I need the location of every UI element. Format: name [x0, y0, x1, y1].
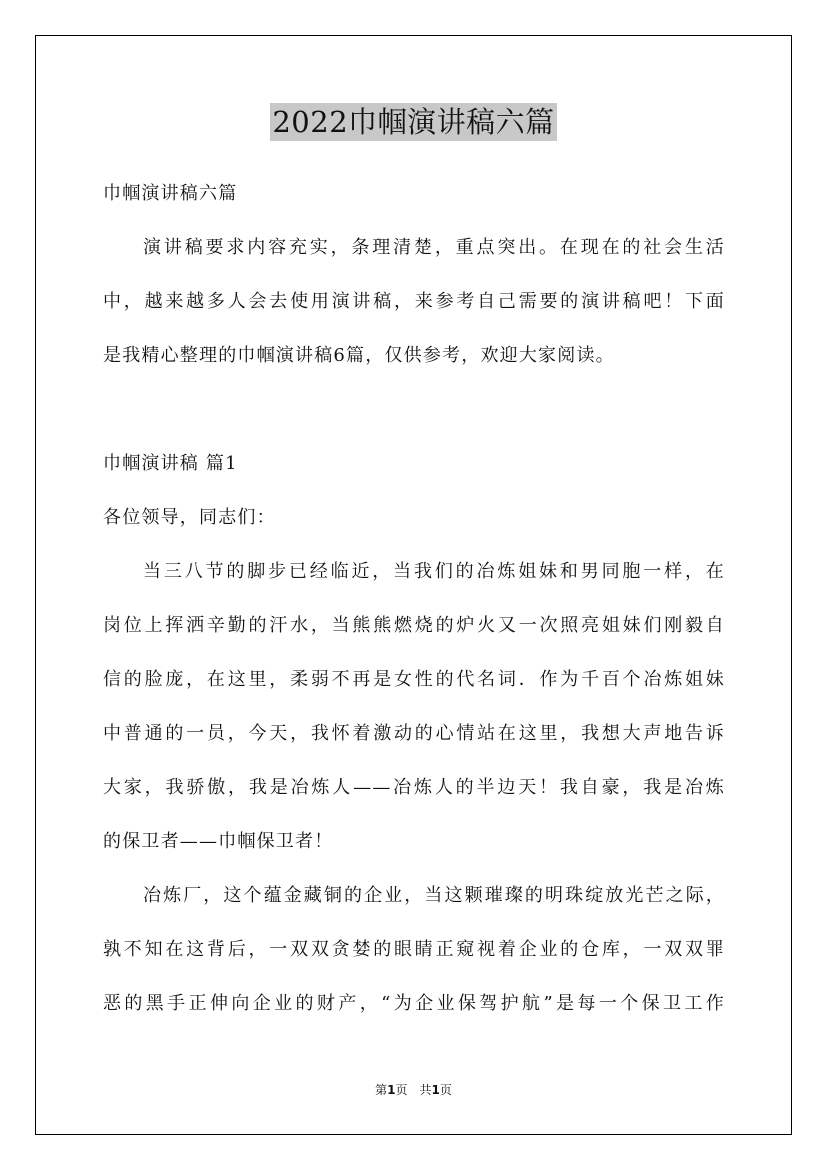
- body-line-2: 岗位上挥洒辛勤的汗水，当熊熊燃烧的炉火又一次照亮姐妹们刚毅自: [103, 615, 725, 636]
- section-heading: 巾帼演讲稿 篇1: [103, 453, 238, 474]
- body-line-7: 冶炼厂，这个蕴金藏铜的企业，当这颗璀璨的明珠绽放光芒之际，: [143, 885, 725, 906]
- body-line-3: 信的脸庞，在这里，柔弱不再是女性的代名词．作为千百个冶炼姐妹: [103, 669, 725, 690]
- salutation-line: 各位领导，同志们：: [103, 507, 276, 528]
- body-line-5: 大家，我骄傲，我是冶炼人——冶炼人的半边天！我自豪，我是冶炼: [103, 777, 725, 798]
- intro-line-1: 演讲稿要求内容充实，条理清楚，重点突出。在现在的社会生活: [143, 237, 725, 258]
- body-line-6: 的保卫者——巾帼保卫者！: [103, 831, 334, 852]
- document-title: 2022巾帼演讲稿六篇: [272, 105, 555, 139]
- body-line-4: 中普通的一员，今天，我怀着激动的心情站在这里，我想大声地告诉: [103, 723, 725, 744]
- title-container: [0, 103, 827, 141]
- body-line-9: 恶的黑手正伸向企业的财产，“为企业保驾护航”是每一个保卫工作: [103, 993, 725, 1014]
- subtitle-line: 巾帼演讲稿六篇: [103, 183, 238, 204]
- intro-line-3: 是我精心整理的巾帼演讲稿6篇，仅供参考，欢迎大家阅读。: [103, 345, 615, 366]
- footer-page-total: 1: [431, 1083, 440, 1097]
- footer-page-prefix: 第: [375, 1083, 388, 1097]
- footer-page-number: 1: [387, 1083, 396, 1097]
- intro-line-2: 中，越来越多人会去使用演讲稿，来参考自己需要的演讲稿吧！下面: [103, 291, 725, 312]
- footer-page-mid: 页 共: [395, 1083, 432, 1097]
- page-footer: [0, 1082, 827, 1098]
- footer-page-suffix: 页: [439, 1083, 452, 1097]
- body-line-1: 当三八节的脚步已经临近，当我们的冶炼姐妹和男同胞一样，在: [143, 561, 725, 582]
- body-line-8: 孰不知在这背后，一双双贪婪的眼睛正窥视着企业的仓库，一双双罪: [103, 939, 725, 960]
